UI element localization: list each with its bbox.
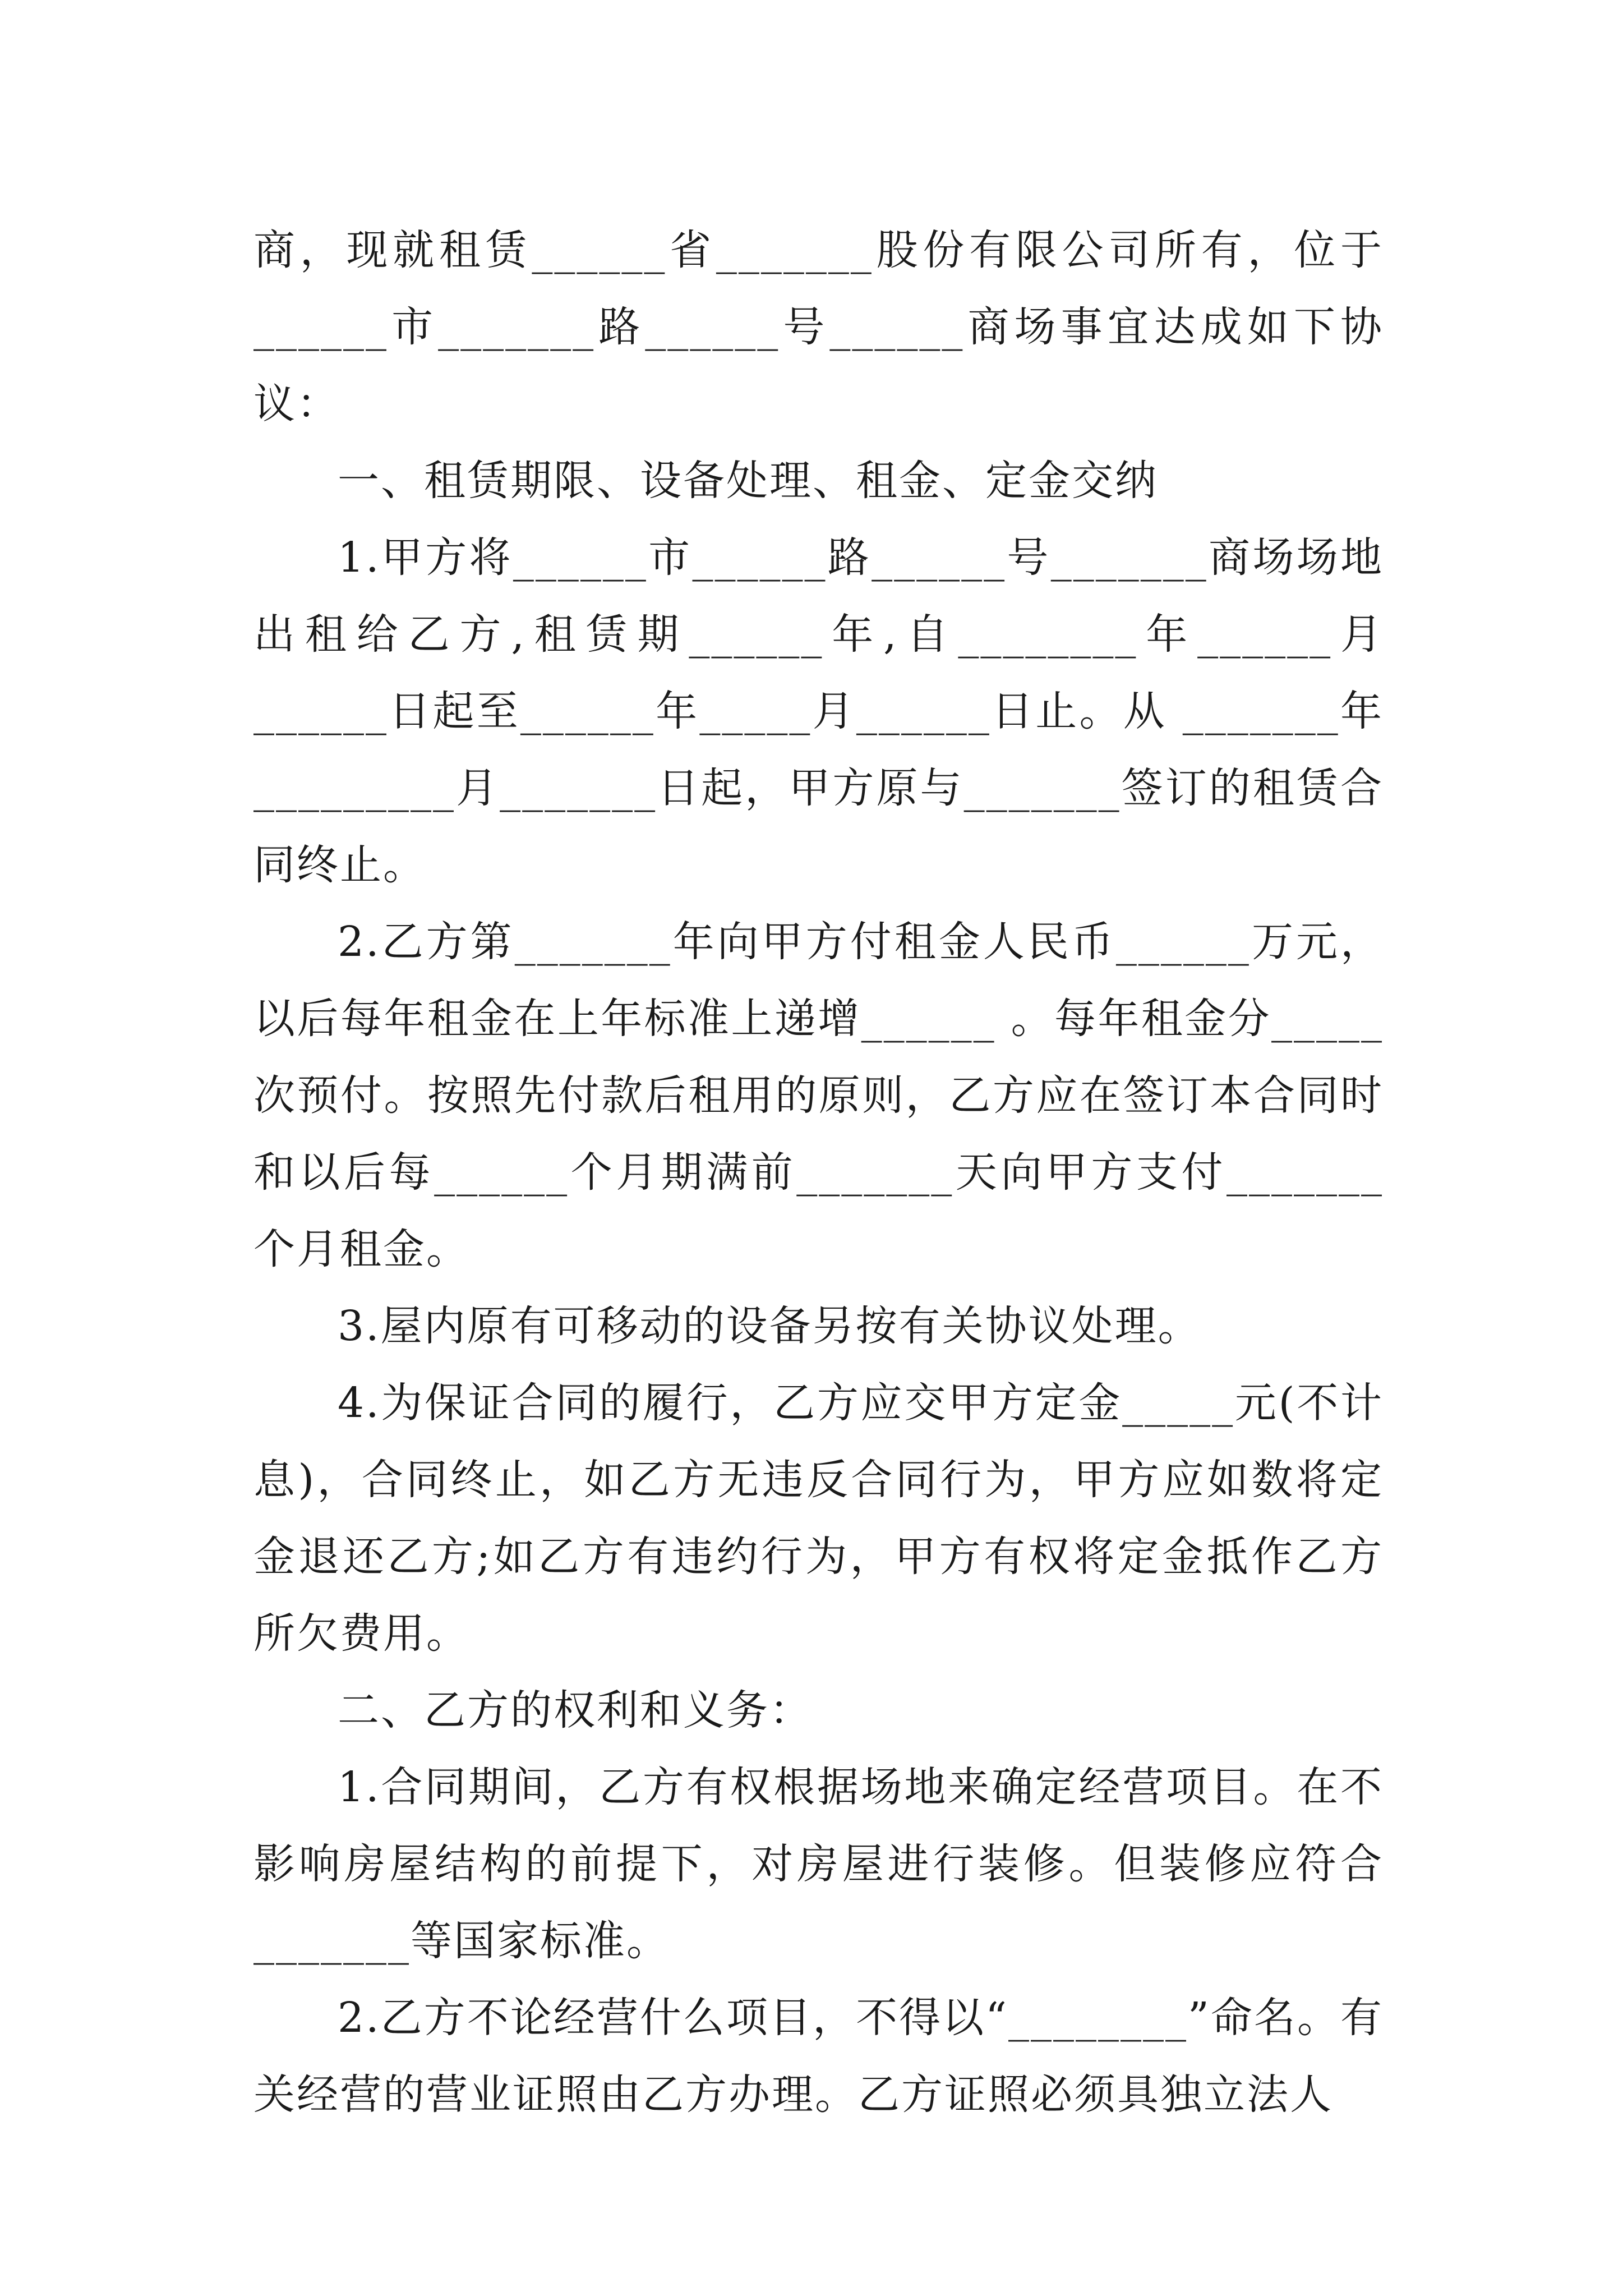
clause-2-1: 1.合同期间，乙方有权根据场地来确定经营项目。在不影响房屋结构的前提下，对房屋进行装修。但装修应符合_______等国家标准。 — [253, 1763, 1384, 1965]
clause-1-1: 1.甲方将______市______路______号_______商场场地出租给乙方,租赁期______年,自________年______月______日起至______年_____月______日止。从 _______年_________月_______日起，甲方原与_______签订的租赁合同终止。 — [253, 533, 1384, 889]
clause-1-4: 4.为保证合同的履行，乙方应交甲方定金_____元(不计息)，合同终止，如乙方无违反合同行为，甲方应如数将定金退还乙方;如乙方有违约行为，甲方有权将定金抵作乙方所欠费用。 — [253, 1379, 1384, 1658]
section-heading-1: 一、租赁期限、设备处理、租金、定金交纳 — [338, 457, 1158, 505]
section-heading-2: 二、乙方的权利和义务： — [338, 1686, 813, 1734]
clause-2-2: 2.乙方不论经营什么项目，不得以“________”命名。有关经营的营业证照由乙方办理。乙方证照必须具独立法人 — [253, 1994, 1384, 2119]
paragraph-intro: 商，现就租赁______省_______股份有限公司所有，位于______市_______路______号______商场事宜达成如下协议： — [253, 226, 1384, 428]
document-body — [253, 212, 1384, 2133]
clause-1-3: 3.屋内原有可移动的设备另按有关协议处理。 — [338, 1302, 1201, 1350]
clause-1-2: 2.乙方第_______年向甲方付租金人民币______万元，以后每年租金在上年标准上递增______ 。每年租金分_____次预付。按照先付款后租用的原则，乙方应在签订本合同时和以后每______个月期满前_______天向甲方支付_______个月租金。 — [253, 918, 1384, 1273]
